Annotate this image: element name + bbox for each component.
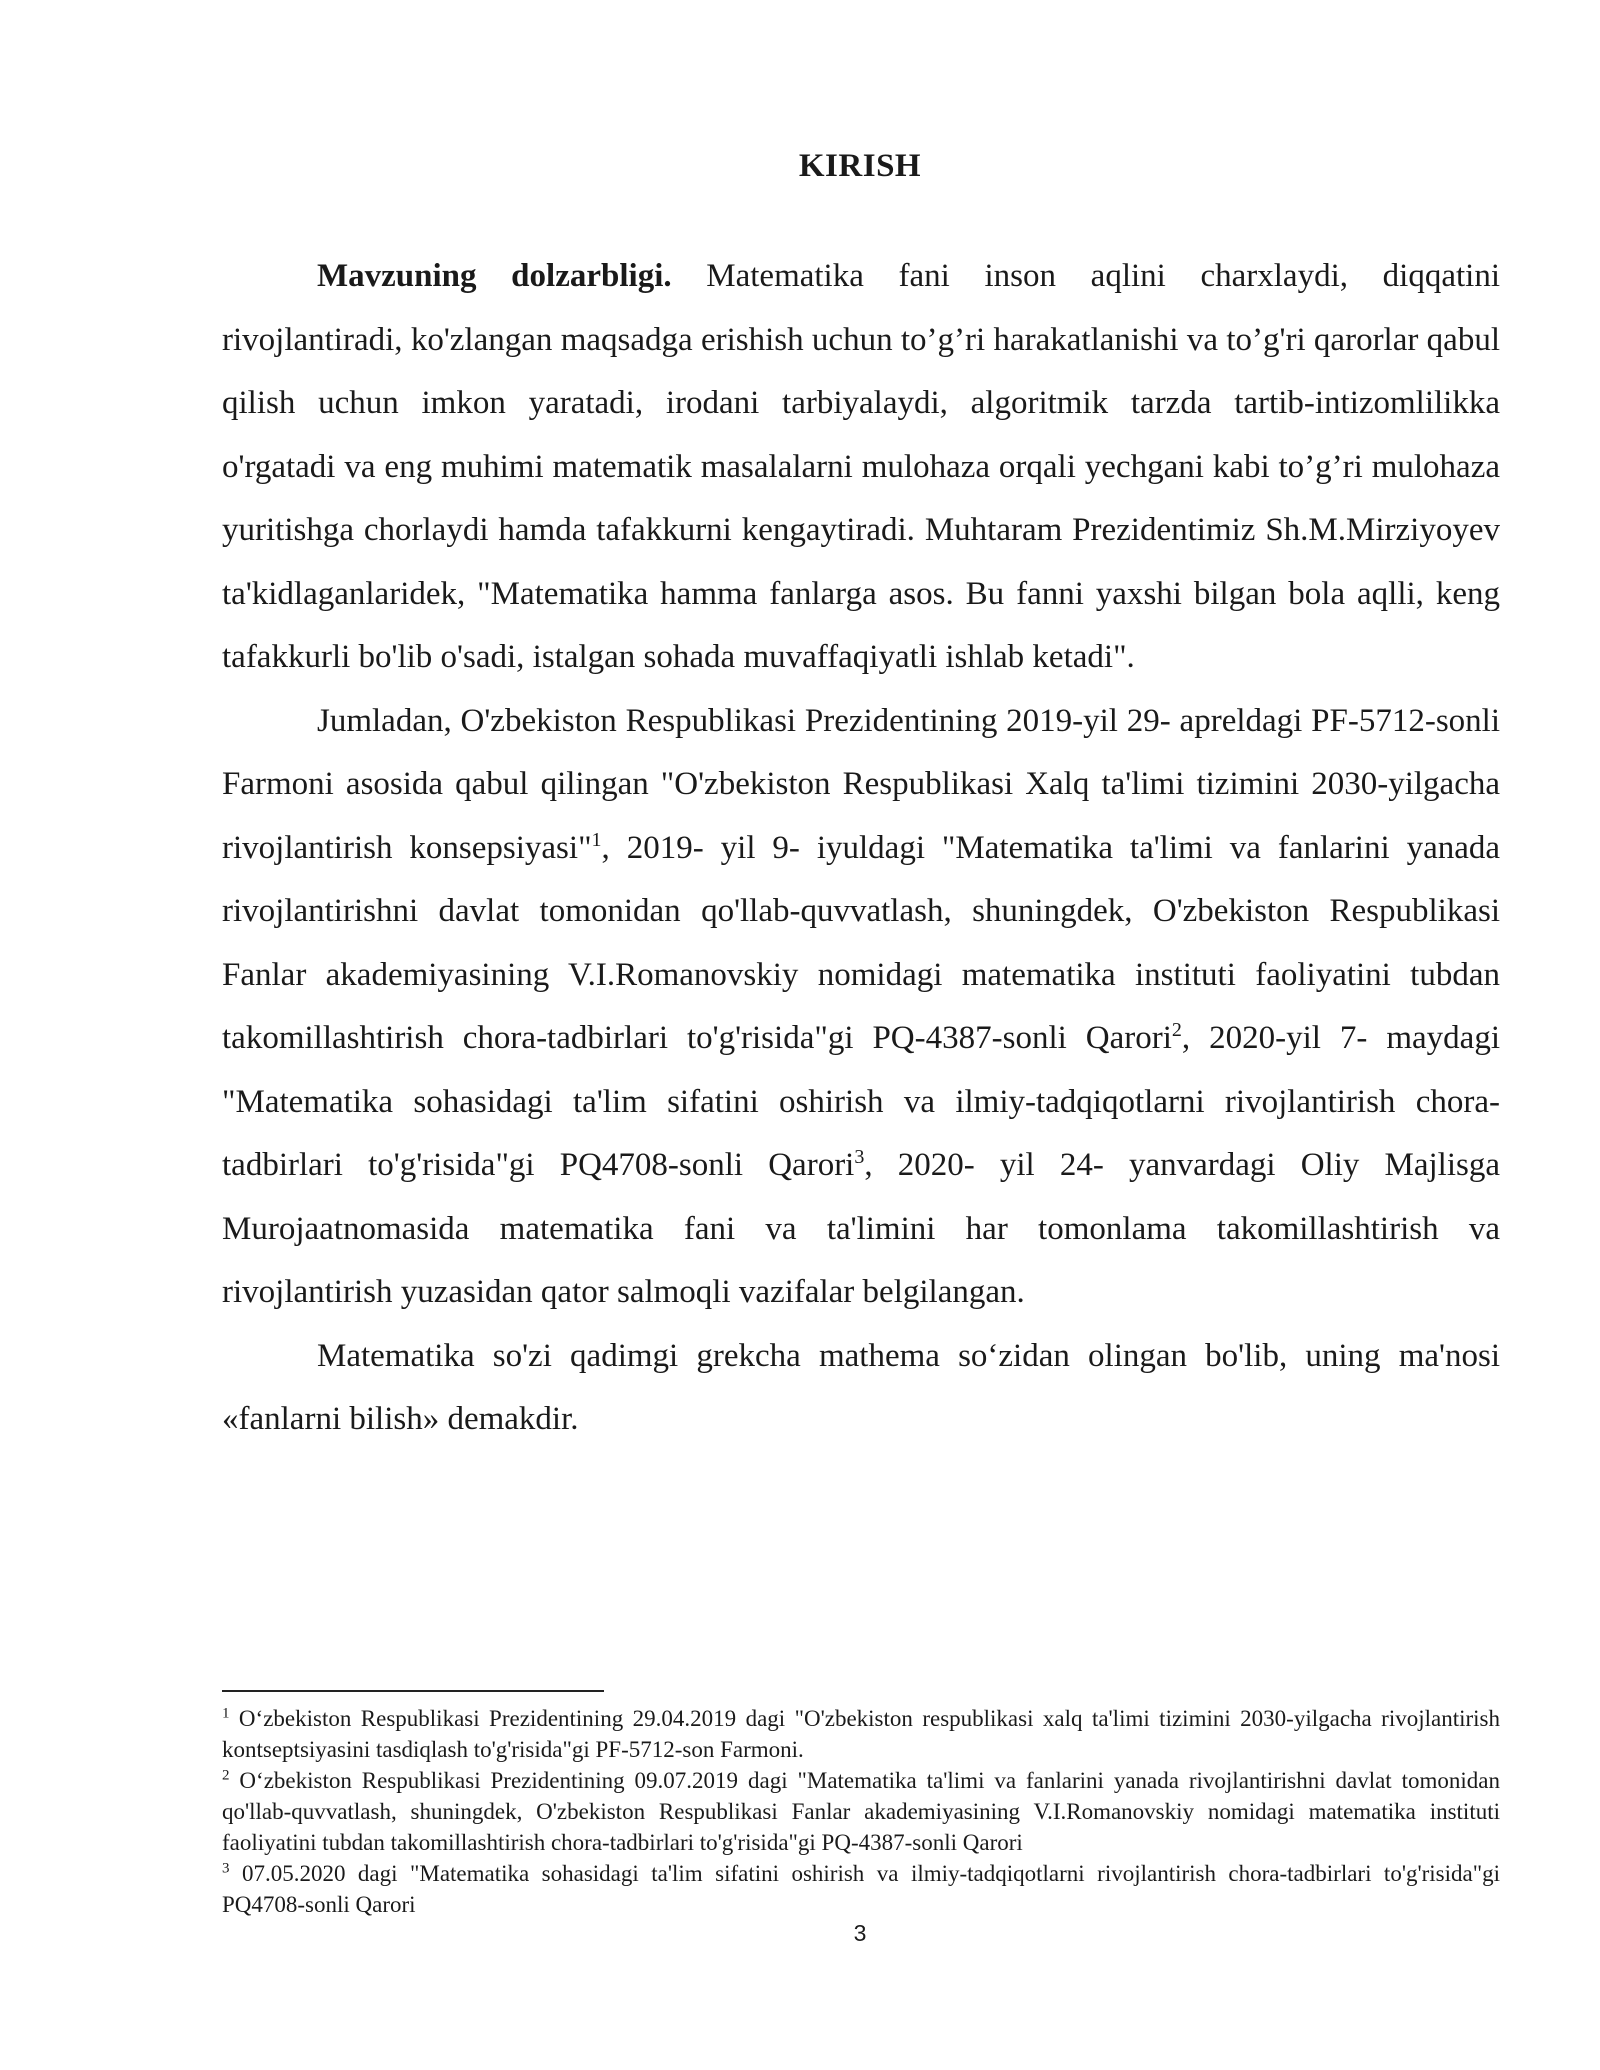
paragraph-lead: Mavzuning dolzarbligi. [317, 258, 672, 294]
page-title: KIRISH [798, 148, 922, 184]
footnote-item [222, 1765, 1500, 1858]
paragraph-decrees [222, 690, 1500, 1325]
paragraph-segment: Jumladan, O'zbekiston Respublikasi Prezidentining 2019-yil 29- apreldagi PF-5712-sonli Farmoni asosida qabul qilingan "O'zbekiston Respublikasi Xalq ta'limi tizimini 2030-yilgacha rivojlantirish konsepsiyasi" [222, 702, 1500, 866]
body-text [222, 245, 1500, 1452]
paragraph-etymology [222, 1325, 1500, 1452]
footnote-mark: 1 [222, 1705, 230, 1722]
page-number: 3 [853, 1920, 867, 1946]
footnote-text: O‘zbekiston Respublikasi Prezidentining 29.04.2019 dagi "O'zbekiston respublikasi xalq ta'limi tizimini 2030-yilgacha rivojlantirish kontseptsiyasini tasdiqlash to'g'risida"gi PF-5712-son Farmoni. [222, 1706, 1500, 1762]
footnote-ref[interactable]: 3 [854, 1146, 865, 1168]
footnotes [222, 1703, 1500, 1920]
paragraph-segment: , 2019- yil 9- iyuldagi "Matematika ta'limi va fanlarini yanada rivojlantirishni davlat tomonidan qo'llab-quvvatlash, shuningdek, O'zbekiston Respublikasi Fanlar akademiyasining V.I.Romanovskiy nomidagi matematika instituti faoliyatini tubdan takomillashtirish chora-tadbirlari to'g'risida"gi PQ-4387-sonli Qarori [222, 829, 1501, 1056]
footnote-item [222, 1858, 1500, 1920]
footnote-ref[interactable]: 1 [591, 828, 602, 851]
paragraph-text: Matematika fani inson aqlini charxlaydi, diqqatini rivojlantiradi, ko'zlangan maqsadga erishish uchun to’g’ri harakatlanishi va to’g'ri qarorlar qabul qilish uchun imkon yaratadi, irodani tarbiyalaydi, algoritmik tarzda tartib-intizomlilikka o'rgatadi va eng muhimi matematik masalalarni mulohaza orqali yechgani kabi to’g’ri mulohaza yuritishga chorlaydi hamda tafakkurni kengaytiradi. Muhtaram Prezidentimiz Sh.M.Mirziyoyev ta'kidlaganlaridek, "Matematika hamma fanlarga asos. Bu fanni yaxshi bilgan bola aqlli, keng tafakkurli bo'lib o'sadi, istalgan sohada muvaffaqiyatli ishlab ketadi". [222, 258, 1500, 675]
paragraph-segment: , 2020- yil 24- yanvardagi Oliy Majlisga Murojaatnomasida matematika fani va ta'limini har tomonlama takomillashtirish va rivojlantirish yuzasidan qator salmoqli vazifalar belgilangan. [222, 1147, 1500, 1310]
paragraph-text: Matematika so'zi qadimgi grekcha mathema so‘zidan olingan bo'lib, uning ma'nosi «fanlarni bilish» demakdir. [222, 1337, 1500, 1437]
footnote-mark: 2 [222, 1767, 230, 1784]
footnote-separator [222, 1690, 604, 1692]
paragraph-segment: , 2020-yil 7- maydagi "Matematika sohasidagi ta'lim sifatini oshirish va ilmiy-tadqiqotlarni rivojlantirish chora-tadbirlari to'g'risida"gi PQ4708-sonli Qarori [222, 1020, 1500, 1183]
footnote-mark: 3 [222, 1860, 230, 1877]
paragraph-relevance [222, 245, 1500, 690]
footnote-ref[interactable]: 2 [1171, 1019, 1182, 1041]
footnote-item [222, 1703, 1500, 1765]
footnote-text: 07.05.2020 dagi "Matematika sohasidagi ta'lim sifatini oshirish va ilmiy-tadqiqotlarni rivojlantirish chora-tadbirlari to'g'risida"gi PQ4708-sonli Qarori [222, 1861, 1500, 1917]
footnote-text: O‘zbekiston Respublikasi Prezidentining 09.07.2019 dagi "Matematika ta'limi va fanlarini yanada rivojlantirishni davlat tomonidan qo'llab-quvvatlash, shuningdek, O'zbekiston Respublikasi Fanlar akademiyasining V.I.Romanovskiy nomidagi matematika instituti faoliyatini tubdan takomillashtirish chora-tadbirlari to'g'risida"gi PQ-4387-sonli Qarori [222, 1768, 1500, 1855]
